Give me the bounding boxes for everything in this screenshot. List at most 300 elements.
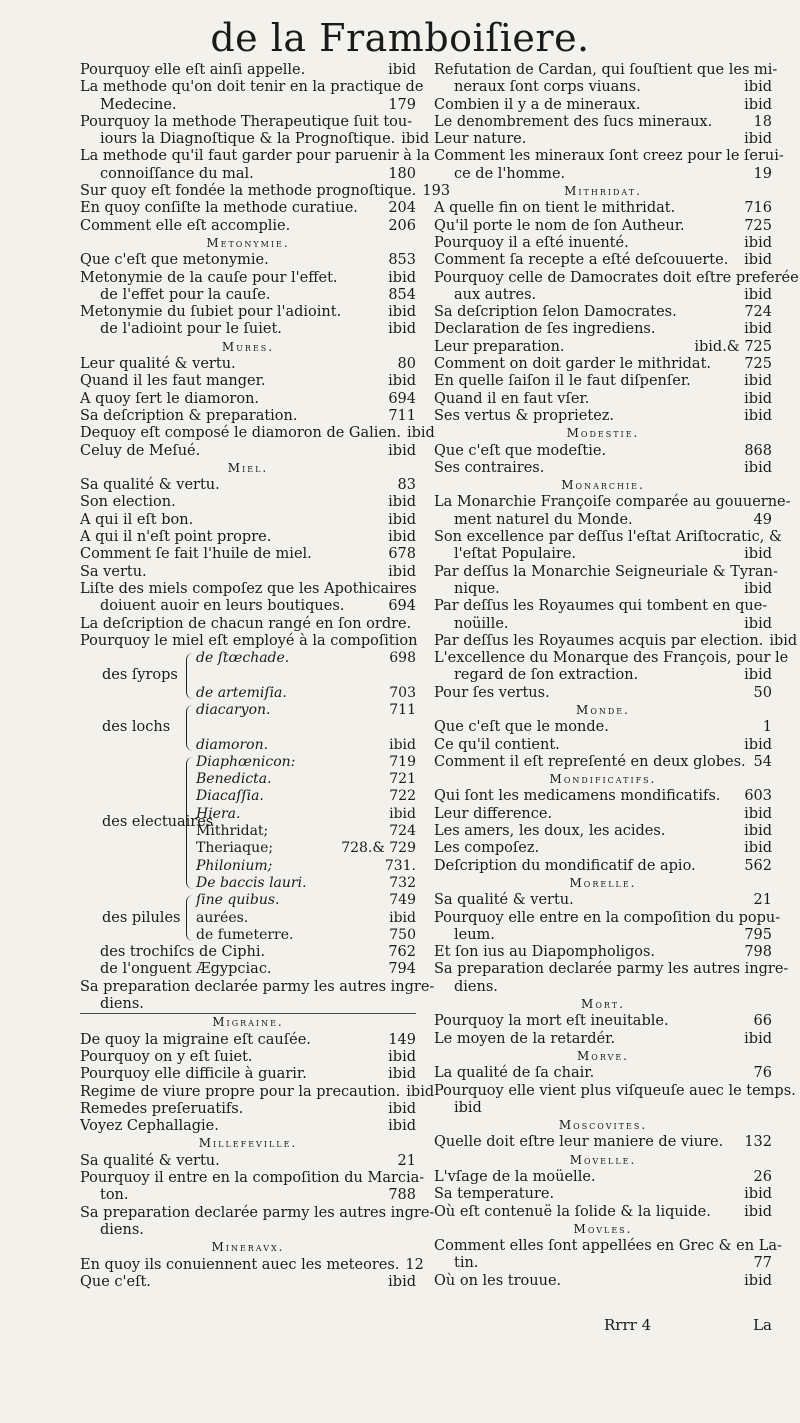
group-entry (80, 892, 416, 909)
page-ref: ibid (388, 304, 416, 321)
brace-group (80, 650, 416, 702)
entry-text: Pourquoy on y eſt ſuiet. (80, 1048, 253, 1065)
index-entry (434, 339, 772, 356)
index-entry (434, 512, 772, 529)
index-entry (434, 269, 799, 287)
page-footer (604, 1316, 772, 1334)
page-ref: 868 (744, 442, 772, 459)
group-entry (80, 788, 416, 805)
entry-text: Sa qualité & vertu. (80, 1152, 220, 1169)
entry-text: Sa preparation declarée parmy les autres ingre- (434, 961, 789, 978)
index-entry (80, 148, 430, 165)
index-entry (434, 131, 772, 148)
entry-text: Regime de viure propre pour la precaution. (80, 1083, 401, 1100)
index-entry (80, 1204, 435, 1222)
index-entry (434, 892, 772, 909)
page-ref: 750 (389, 926, 416, 943)
entry-text: Benedicta. (196, 771, 272, 788)
entry-text: de fumeterre. (196, 926, 294, 943)
entry-text: Refutation de Cardan, qui ſouſtient que les mi- (434, 62, 778, 78)
index-entry (434, 806, 772, 823)
page-ref: 795 (744, 926, 772, 943)
page-ref: 854 (388, 286, 416, 303)
entry-text: Pourquoy la methode Therapeutique ſuit tou- (80, 113, 413, 130)
entry-text: ton. (100, 1187, 129, 1204)
group-entry (80, 702, 416, 719)
index-entry (434, 304, 772, 321)
entry-text: diens. (454, 978, 498, 995)
page-ref: ibid (388, 529, 416, 546)
entry-text: Qui ſont les medicamens mondificatifs. (434, 788, 721, 805)
page-ref: ibid (744, 1186, 772, 1203)
entry-text: Pourquoy celle de Damocrates doit eſtre preferée (434, 269, 799, 286)
index-entry (434, 529, 782, 546)
entry-text: En quoy conſiſte la methode curatiue. (80, 200, 358, 217)
entry-text: La methode qu'il faut garder pour paruenir à la (80, 148, 430, 165)
entry-text: diens. (100, 1221, 144, 1238)
group-entry (80, 737, 416, 754)
entry-text: ibid (454, 1099, 482, 1116)
section-heading: Monarchie. (561, 478, 645, 493)
index-entry (80, 1274, 416, 1291)
index-entry (80, 961, 416, 978)
group-label: des pilules (102, 909, 181, 926)
group-label: des electuaires (102, 814, 214, 831)
index-entry (434, 944, 772, 961)
page-ref: 719 (389, 753, 416, 770)
catchword: La (753, 1316, 772, 1334)
entry-text: diamoron. (196, 736, 269, 753)
index-entry (434, 598, 772, 615)
group-entry (80, 685, 416, 702)
entry-text: Ses vertus & proprietez. (434, 407, 615, 424)
entry-text: Leur qualité & vertu. (80, 356, 236, 373)
entry-text: A quelle fin on tient le mithridat. (434, 200, 676, 217)
page-ref: ibid (744, 373, 772, 390)
entry-text: Les compoſez. (434, 840, 540, 857)
page-ref: ibid (744, 79, 772, 96)
entry-text: Que c'eſt que modeſtie. (434, 442, 607, 459)
entry-text: diens. (100, 996, 144, 1013)
entry-text: Sa preparation declarée parmy les autres ingre- (80, 1204, 435, 1221)
entry-text: Sur quoy eſt fondée la methode prognoſtique. (80, 183, 417, 200)
page-ref: 749 (389, 892, 416, 909)
entry-text: Deſcription du mondificatif de apio. (434, 857, 696, 874)
page-ref: 694 (388, 598, 416, 615)
page-ref: ibid (388, 62, 416, 78)
section-heading: Miel. (227, 460, 269, 475)
index-entry (434, 858, 772, 875)
signature-mark: Rrrr 4 (604, 1316, 652, 1334)
index-entry (434, 788, 772, 805)
index-entry (434, 166, 772, 183)
page-ref: ibid (744, 615, 772, 632)
group-entry (80, 667, 416, 684)
entry-text: Diacaſſia. (196, 788, 264, 805)
index-entry (434, 1169, 772, 1186)
section-heading: Morelle. (569, 875, 637, 890)
page-ref: ibid (744, 546, 772, 563)
page-ref: ibid (406, 1083, 435, 1100)
group-entry (80, 806, 416, 823)
index-entry (80, 1153, 416, 1170)
index-entry (80, 1049, 416, 1066)
page-ref: 794 (388, 961, 416, 978)
running-title: de la Framboiſiere. (210, 16, 590, 60)
entry-text: La Monarchie Françoiſe comparée au gouuerne- (434, 494, 791, 511)
entry-text: De quoy la migraine eſt cauſée. (80, 1031, 311, 1048)
group-entry (80, 771, 416, 788)
entry-text: Où eſt contenuë la ſolide & la liquide. (434, 1203, 711, 1220)
index-entry (434, 1186, 772, 1203)
entry-text: Le moyen de la retardér. (434, 1030, 616, 1047)
entry-text: Sa qualité & vertu. (434, 892, 574, 909)
page-ref: 206 (388, 217, 416, 234)
entry-text: de ſtœchade. (196, 650, 290, 667)
section-heading: Movles. (573, 1221, 633, 1236)
entry-text: Ce qu'il contient. (434, 736, 560, 753)
entry-text: Qu'il porte le nom de ſon Autheur. (434, 217, 685, 234)
index-entry (434, 667, 772, 684)
entry-text: tin. (454, 1255, 479, 1272)
page-ref: ibid (401, 131, 430, 148)
entry-text: Pourquoy elle vient plus viſqueuſe auec le temps. (434, 1082, 796, 1099)
entry-text: Leur nature. (434, 131, 527, 148)
page-ref: 49 (753, 511, 772, 528)
index-entry (80, 1118, 416, 1135)
index-entry (80, 391, 416, 408)
page-ref: ibid (389, 736, 416, 753)
entry-text: Sa deſcription ſelon Damocrates. (434, 304, 677, 321)
page-ref: 1 (762, 719, 772, 736)
entry-text: Quand il en faut vſer. (434, 390, 590, 407)
entry-text: Pourquoy le miel eſt employé à la compoſition (80, 632, 418, 649)
index-entry (80, 616, 416, 633)
index-entry (80, 1032, 416, 1049)
index-entry (80, 166, 416, 183)
index-entry (434, 1238, 782, 1255)
entry-text: Les amers, les doux, les acides. (434, 823, 666, 840)
entry-text: ce de l'homme. (454, 165, 566, 182)
index-entry (80, 356, 416, 373)
section-heading: Morve. (576, 1048, 629, 1063)
entry-text: iours la Diagnoſtique & la Prognoſtique. (100, 131, 396, 148)
entry-text: Et ſon ius au Diapompholigos. (434, 944, 656, 961)
entry-text: L'vſage de la moüelle. (434, 1169, 596, 1185)
index-entry (434, 218, 772, 235)
section-heading: Mithridat. (564, 184, 642, 199)
entry-text: Leur difference. (434, 805, 553, 822)
entry-text: La methode qu'on doit tenir en la practique de (80, 79, 424, 96)
page-ref: ibid (744, 667, 772, 684)
index-entry (80, 1083, 435, 1101)
index-entry (434, 927, 772, 944)
page-ref: 76 (753, 1065, 772, 1082)
page-ref: ibid (744, 321, 772, 338)
entry-text: de l'effet pour la cauſe. (100, 286, 271, 303)
entry-text: Diaphœnicon: (196, 753, 296, 770)
section-heading: Mineravx. (211, 1240, 285, 1255)
entry-text: Mithridat; (196, 823, 269, 840)
page-ref: ibid (388, 1048, 416, 1065)
index-entry (80, 114, 416, 131)
entry-text: Declaration de ſes ingrediens. (434, 321, 656, 338)
index-entry (434, 373, 772, 390)
page-ref: ibid (744, 1272, 772, 1289)
page-ref: 853 (388, 252, 416, 269)
index-entry (434, 1255, 772, 1272)
entry-text: Pourquoy elle difficile à guarir. (80, 1066, 307, 1083)
page-ref: 204 (388, 200, 416, 217)
entry-text: Medecine. (100, 96, 177, 113)
entry-text: Que c'eſt que metonymie. (80, 252, 269, 269)
page-ref: 711 (388, 407, 416, 424)
entry-text: Sa deſcription & preparation. (80, 407, 298, 424)
page-ref: 26 (753, 1169, 772, 1185)
entry-text: Philonium; (196, 857, 273, 874)
page-ref: 678 (388, 546, 416, 563)
page-ref: ibid (744, 805, 772, 822)
section-heading: Monde. (576, 702, 630, 717)
entry-text: l'eſtat Populaire. (454, 546, 577, 563)
entry-text: des trochiſcs de Ciphi. (100, 944, 266, 961)
entry-text: Comment il eſt repreſenté en deux globes. (434, 753, 746, 770)
group-entry (80, 650, 416, 667)
index-entry (434, 546, 772, 563)
entry-text: diacaryon. (196, 701, 271, 718)
index-entry (434, 252, 772, 269)
index-entry (80, 1170, 425, 1187)
entry-text: de l'adioint pour le ſuiet. (100, 321, 282, 338)
entry-text: connoiſſance du mal. (100, 165, 254, 182)
page-ref: 149 (388, 1031, 416, 1048)
entry-text: De baccis lauri. (196, 874, 307, 891)
index-entry (434, 391, 772, 408)
index-entry (80, 546, 416, 563)
index-entry (80, 494, 416, 511)
index-entry (434, 494, 791, 511)
group-entry (80, 840, 416, 857)
entry-text: Sa qualité & vertu. (80, 477, 220, 494)
page-ref: 732 (389, 874, 416, 891)
index-entry (434, 1134, 772, 1151)
entry-text: Quand il les faut manger. (80, 373, 266, 390)
entry-text: La deſcription de chacun rangé en ſon ordre. (80, 615, 412, 632)
index-entry (80, 270, 416, 287)
page-ref: ibid (389, 805, 416, 822)
page-ref: ibid (388, 1118, 416, 1135)
page-ref: ibid (769, 632, 798, 649)
page-ref: 12 (405, 1256, 424, 1273)
index-entry (80, 1187, 416, 1204)
section-heading: Mondificatifs. (549, 772, 657, 787)
section-heading: Migraine. (80, 1013, 416, 1031)
entry-text: Pourquoy elle eſt ainſi appelle. (80, 62, 306, 78)
index-entry (80, 218, 416, 235)
page-ref: ibid (744, 459, 772, 476)
section-heading: Moscovites. (558, 1118, 648, 1133)
page-ref: ibid (744, 252, 772, 269)
entry-text: Que c'eſt que le monde. (434, 719, 609, 736)
page-ref: ibid (388, 321, 416, 338)
index-entry (80, 131, 430, 148)
left-column (80, 62, 451, 1291)
page-ref: 725 (744, 217, 772, 234)
page-ref: ibid.& 725 (694, 338, 772, 355)
index-entry (434, 1273, 772, 1290)
index-entry (80, 321, 416, 338)
entry-text: A quoy ſert le diamoron. (80, 390, 260, 407)
page-ref: 728.& 729 (341, 840, 416, 857)
page-ref: ibid (744, 131, 772, 148)
group-entry (80, 823, 416, 840)
page-ref: 703 (389, 684, 416, 701)
index-entry (434, 909, 781, 927)
entry-text: Sa preparation declarée parmy les autres ingre- (80, 978, 435, 995)
index-entry (434, 148, 784, 165)
entry-text: noüille. (454, 615, 509, 632)
entry-text: Pourquoy il entre en la compoſition du Marcia- (80, 1170, 425, 1187)
index-entry (434, 1031, 772, 1048)
entry-text: Liſte des miels compoſez que les Apothicaires (80, 580, 417, 597)
section-heading: Mures. (221, 339, 275, 354)
entry-text: ment naturel du Monde. (454, 511, 633, 528)
entry-text: Remedes preſeruatifs. (80, 1100, 244, 1117)
entry-text: ſine quibus. (196, 892, 280, 909)
brace-group (80, 754, 416, 892)
page-ref: ibid (388, 1100, 416, 1117)
page-ref: 698 (389, 650, 416, 667)
entry-text: Son election. (80, 494, 176, 511)
page-ref: ibid (744, 96, 772, 113)
page-ref: 77 (753, 1255, 772, 1272)
page-ref: 724 (389, 823, 416, 840)
entry-text: aurées. (196, 909, 249, 926)
index-entry (80, 408, 416, 425)
index-entry (80, 529, 416, 546)
entry-text: La qualité de ſa chair. (434, 1065, 595, 1082)
index-entry (434, 650, 789, 667)
entry-text: Par deſſus les Royaumes acquis par election. (434, 632, 764, 649)
entry-text: Comment elles ſont appellées en Grec & en La- (434, 1238, 782, 1255)
page-ref: ibid (744, 1030, 772, 1047)
page-ref: 21 (397, 1152, 416, 1169)
entry-text: doiuent auoir en leurs boutiques. (100, 598, 345, 615)
index-entry (434, 200, 772, 217)
entry-text: Pour ſes vertus. (434, 684, 550, 701)
page-ref: 80 (397, 356, 416, 373)
index-entry (434, 1013, 772, 1030)
index-entry (80, 477, 416, 494)
index-entry (434, 1100, 772, 1117)
entry-text: Celuy de Meſué. (80, 442, 201, 459)
section-heading: Millefeville. (198, 1136, 298, 1151)
index-entry (80, 200, 416, 217)
entry-text: Que c'eſt. (80, 1273, 151, 1290)
group-entry (80, 719, 416, 736)
entry-text: A qui il n'eſt point propre. (80, 529, 272, 546)
index-entry (434, 685, 772, 702)
index-entry (434, 979, 772, 996)
entry-text: aux autres. (454, 286, 537, 303)
right-column (434, 62, 799, 1290)
page-ref: ibid (744, 736, 772, 753)
page-ref: 722 (389, 788, 416, 805)
page-ref: 798 (744, 944, 772, 961)
page-ref: ibid (389, 909, 416, 926)
entry-text: regard de ſon extraction. (454, 667, 639, 684)
entry-text: leum. (454, 926, 495, 943)
index-entry (80, 1256, 424, 1274)
group-entry (80, 875, 416, 892)
entry-text: Pourquoy elle entre en la compoſition du popu- (434, 909, 781, 926)
index-entry (434, 616, 772, 633)
entry-text: L'excellence du Monarque des François, pour le (434, 650, 789, 667)
page-ref: ibid (744, 390, 772, 407)
index-entry (80, 287, 416, 304)
page-ref: 562 (744, 857, 772, 874)
index-entry (80, 512, 416, 529)
index-entry (80, 633, 416, 650)
page-ref: 66 (753, 1013, 772, 1030)
entry-text: Pourquoy il a eſté inuenté. (434, 234, 629, 251)
entry-text: Comment ſa recepte a eſté deſcouuerte. (434, 252, 729, 269)
index-entry (80, 79, 424, 96)
page-ref: ibid (744, 407, 772, 424)
page-ref: 19 (753, 165, 772, 182)
entry-text: Leur preparation. (434, 338, 565, 355)
page-ref: 193 (422, 183, 451, 200)
index-entry (80, 996, 416, 1013)
page-ref: ibid (388, 1273, 416, 1290)
index-entry (434, 632, 798, 650)
index-entry (434, 754, 772, 771)
entry-text: de artemiſia. (196, 684, 287, 701)
page-ref: ibid (388, 442, 416, 459)
page-ref: 180 (388, 165, 416, 182)
index-entry (80, 598, 416, 615)
entry-text: Quelle doit eſtre leur maniere de viure. (434, 1134, 724, 1151)
page-ref: 54 (753, 753, 772, 770)
index-entry (80, 1222, 416, 1239)
page-ref: ibid (388, 1066, 416, 1083)
entry-text: A qui il eſt bon. (80, 511, 194, 528)
page-ref: 721 (389, 771, 416, 788)
page-ref: 694 (388, 390, 416, 407)
page-ref: ibid (744, 580, 772, 597)
section-heading: Modestie. (566, 426, 640, 441)
brace-group (80, 892, 416, 944)
index-entry (434, 563, 778, 581)
group-label: des ſyrops (102, 667, 178, 684)
index-entry (80, 1066, 416, 1083)
page-ref: ibid (406, 425, 435, 442)
entry-text: Comment les mineraux ſont creez pour le ſerui- (434, 148, 784, 165)
entry-text: Comment on doit garder le mithridat. (434, 356, 712, 373)
page-ref: ibid (388, 563, 416, 580)
page-ref: ibid (744, 234, 772, 251)
index-entry (80, 944, 416, 961)
page-ref: 603 (744, 788, 772, 805)
group-label: des lochs (102, 719, 171, 736)
entry-text: En quelle ſaiſon il le faut diſpenſer. (434, 373, 691, 390)
index-entry (434, 97, 772, 114)
index-entry (80, 97, 416, 114)
entry-text: Par deſſus les Royaumes qui tombent en que- (434, 598, 768, 615)
entry-text: nique. (454, 580, 500, 597)
index-entry (80, 1101, 416, 1118)
page-ref: 716 (744, 200, 772, 217)
